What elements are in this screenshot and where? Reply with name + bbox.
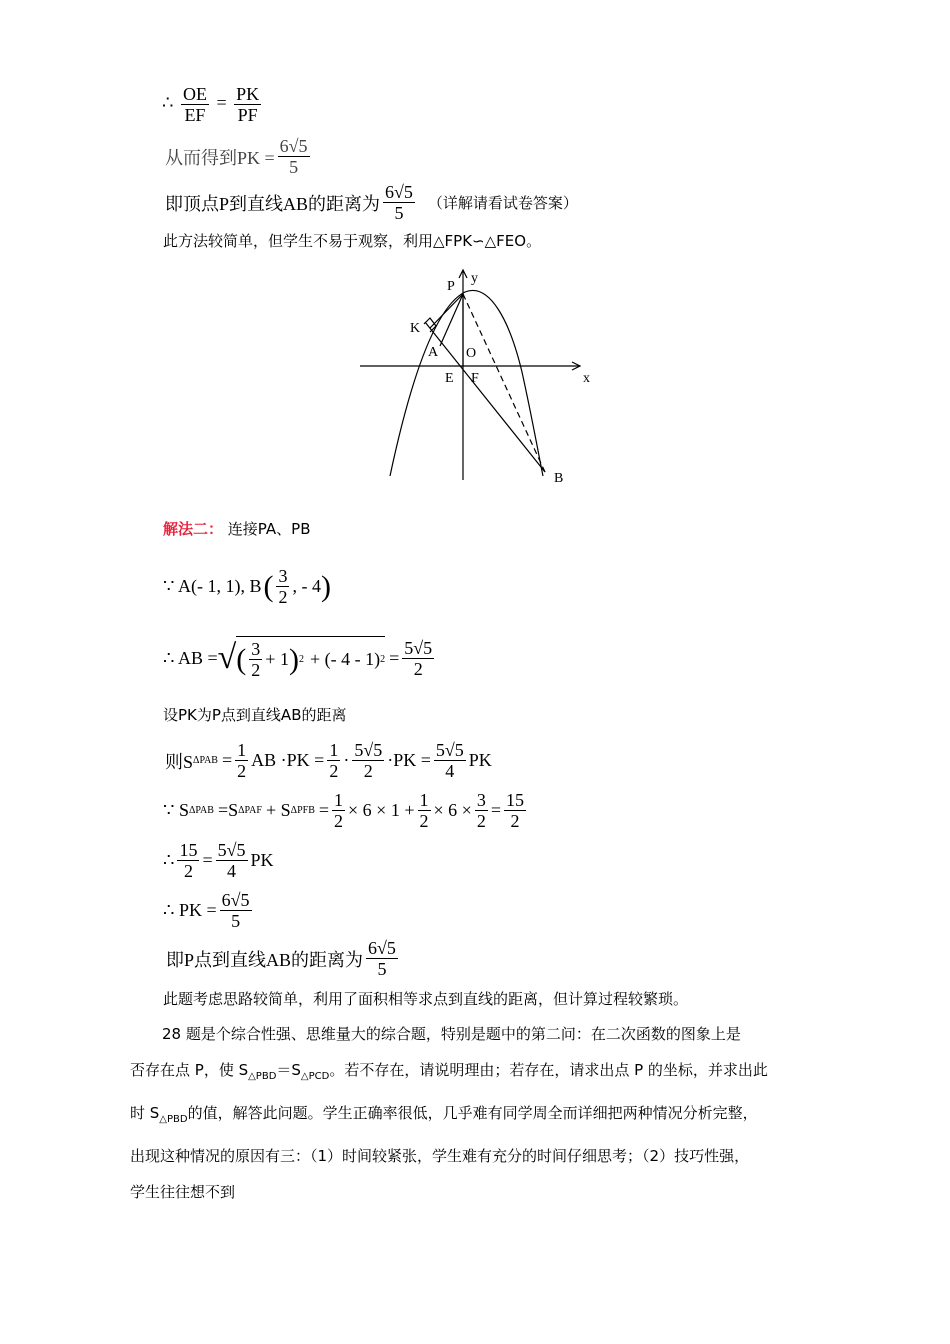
frac-num: 1 (419, 790, 429, 810)
label-e: E (445, 371, 454, 386)
label-o: O (466, 346, 477, 361)
method2-connect: 连接PA、PB (227, 520, 311, 538)
b-x-fraction (276, 566, 289, 607)
frac-num: OE (182, 84, 207, 104)
sum-t1: × 6 × 1 + (348, 800, 415, 820)
frac-den: 2 (419, 811, 429, 831)
ab-sq: 2 (298, 654, 304, 665)
segment-pk (430, 294, 463, 328)
ab-plus1: + 1 (265, 649, 289, 669)
ab-length-line: ∴ AB = √ ( $\frac{3}{2}$ + 1 ) 2 + (- 4 - 1) 2 = $\frac{5√5}{2}$ (163, 637, 433, 680)
frac-den: 5 (289, 157, 299, 177)
frac-num: 15 (179, 840, 198, 860)
sum-eq: =S (217, 800, 239, 820)
frac-den: 2 (510, 811, 520, 831)
frac-num: 6√5 (221, 890, 250, 910)
para-line-2 (130, 1052, 830, 1095)
pk-result-fraction (278, 136, 310, 177)
result-line-2 (163, 890, 255, 931)
sum-plus: + S (265, 800, 291, 820)
frac-den: 2 (251, 660, 261, 680)
para-sub: △PBD (159, 1114, 188, 1125)
ab-lhs: ∴ AB = (163, 647, 218, 668)
para-text: 。若不存在，请说明理由；若存在，请求出点 P 的坐标，并求出此 (329, 1061, 768, 1079)
frac-num: PK (236, 84, 260, 104)
sum-sub1: ΔPAB (188, 805, 214, 816)
sum-sub3: ΔPFB (290, 805, 315, 816)
area-pk: PK (468, 750, 492, 770)
parabola-curve (390, 290, 543, 476)
half-fraction (332, 790, 345, 831)
frac-num: 1 (334, 790, 344, 810)
b-y-value: , - 4 (292, 576, 321, 596)
quarter-fraction (216, 840, 248, 881)
label-k: K (410, 321, 421, 336)
frac-num: 5√5 (435, 740, 464, 760)
ab-half-fraction (352, 740, 384, 781)
ratio-line (162, 84, 264, 125)
frac-num: 3 (278, 566, 288, 586)
frac-den: 2 (329, 761, 339, 781)
method2-title: 解法二： (163, 520, 224, 538)
label-f: F (471, 371, 479, 386)
sum-line: ∵ S ΔPAB =S ΔPAF + S ΔPFB = $\frac{1}{2}$ × 6 × 1 + $\frac{1}{2}$ × 6 × $\frac{3}{2}$ = $\frac{15}{2}$ (163, 790, 524, 831)
sum-lhs: ∵ S (163, 800, 189, 820)
frac-num: 3 (251, 639, 261, 659)
para-line-5 (130, 1174, 830, 1210)
area-pk-eq: ·PK = (387, 750, 431, 770)
distance-text: 即顶点P到直线AB的距离为 (165, 193, 381, 214)
frac-den: 2 (476, 811, 486, 831)
para-sub: △PBD (248, 1071, 277, 1082)
pk-result-text: 从而得到PK = (165, 147, 275, 168)
method2-heading (163, 518, 310, 539)
label-y: y (471, 271, 478, 286)
para-text: 否存在点 P，使 S (130, 1061, 249, 1079)
frac-num: 1 (329, 740, 339, 760)
para-line-3 (130, 1095, 830, 1138)
area-ab-pk: AB ·PK = (251, 750, 325, 770)
frac-den: 5 (377, 959, 387, 979)
para-sub: △PCD (300, 1071, 330, 1082)
para-text: 出现这种情况的原因有三：（1）时间较紧张，学生难有充分的时间仔细思考；（2）技巧性强， (130, 1147, 750, 1165)
result-line-1: ∴ $\frac{15}{2}$ = $\frac{5√5}{4}$ PK (163, 840, 274, 881)
para-text: 时 S (130, 1104, 160, 1122)
oe-ef-fraction (181, 84, 209, 125)
label-a: A (428, 345, 439, 360)
fifteen-half-fraction (504, 790, 526, 831)
frac-den: 2 (183, 861, 193, 881)
frac-den: 2 (413, 658, 423, 679)
frac-den: 2 (363, 761, 373, 781)
frac-den: 5 (231, 911, 241, 931)
frac-num: 6√5 (385, 182, 413, 202)
conclusion-fraction (366, 938, 398, 979)
frac-num: 5√5 (404, 637, 433, 658)
sum-sub2: ΔPAF (238, 805, 262, 816)
frac-den: PF (237, 105, 258, 125)
three-half-fraction (475, 790, 488, 831)
para-line-4 (130, 1138, 830, 1174)
ab-sq2: 2 (380, 654, 386, 665)
frac-den: 2 (278, 587, 288, 607)
area-sub: ΔPAB (193, 755, 218, 766)
answer-note: （详解请看试卷答案） (427, 194, 578, 212)
frac-num: 3 (476, 790, 486, 810)
para-line-1 (130, 1016, 830, 1052)
res1-pk: PK (250, 850, 274, 870)
analysis-paragraph (130, 1016, 830, 1210)
label-p: P (447, 279, 455, 294)
area-lhs: 则S (165, 751, 194, 772)
frac-num: 5√5 (354, 740, 383, 760)
frac-num: 15 (505, 790, 524, 810)
frac-num: 6√5 (368, 938, 396, 958)
frac-den: 2 (237, 761, 247, 781)
pk-fraction (220, 890, 252, 931)
distance-fraction (383, 182, 415, 223)
area-dot: · (343, 750, 350, 770)
para-text: 学生往往想不到 (130, 1183, 236, 1201)
pk-pf-fraction (234, 84, 261, 125)
fifteen-half-fraction (177, 840, 199, 881)
ab-eq: = (389, 647, 400, 668)
half-fraction (327, 740, 340, 781)
para-text: ＝S (276, 1061, 301, 1079)
label-x: x (583, 371, 590, 386)
conclusion-line (166, 938, 401, 979)
method2-remark: 此题考虑思路较简单，利用了面积相等求点到直线的距离，但计算过程较繁琐。 (163, 990, 689, 1008)
ab-result (402, 638, 434, 679)
half-fraction (418, 790, 431, 831)
therefore-symbol: ∴ (162, 92, 174, 113)
res1-lhs: ∴ (163, 850, 175, 870)
para-text: 的值，解答此问题。学生正确率很低，几乎难有同学周全而详细把两种情况分析完整， (187, 1104, 758, 1122)
quarter-fraction (434, 740, 466, 781)
frac-den: 5 (394, 203, 404, 223)
frac-num: 6√5 (279, 136, 308, 156)
set-pk-line: 设PK为P点到直线AB的距离 (163, 706, 347, 724)
frac-den: 2 (334, 811, 344, 831)
method-comment: 此方法较简单，但学生不易于观察，利用△FPK∽△FEO。 (163, 232, 542, 250)
res2-lhs: ∴ PK = (163, 900, 217, 920)
para-text: 28 题是个综合性强、思维量大的综合题，特别是题中的第二问：在二次函数的图象上是 (162, 1025, 741, 1043)
frac-den: EF (184, 105, 206, 125)
frac-den: 4 (445, 761, 455, 781)
parabola-figure (350, 262, 610, 492)
frac-num: 1 (237, 740, 247, 760)
ab-frac (249, 639, 262, 680)
pk-result-line (165, 136, 313, 177)
area-line (165, 740, 492, 781)
sum-t2: × 6 × (433, 800, 472, 820)
points-line: ∵ A(- 1, 1), B ( $\frac{3}{2}$ , - 4 ) (163, 566, 331, 607)
distance-line (165, 182, 578, 223)
area-eq: = (221, 750, 233, 770)
ab-mid: + (- 4 - 1) (309, 649, 381, 669)
half-fraction (235, 740, 248, 781)
label-b: B (554, 471, 564, 486)
equals: = (216, 92, 227, 113)
frac-num: 5√5 (217, 840, 246, 860)
frac-den: 4 (227, 861, 237, 881)
conclusion-text: 即P点到直线AB的距离为 (166, 949, 364, 970)
points-text: ∵ A(- 1, 1), B (163, 576, 262, 596)
segment-pa (440, 294, 463, 346)
